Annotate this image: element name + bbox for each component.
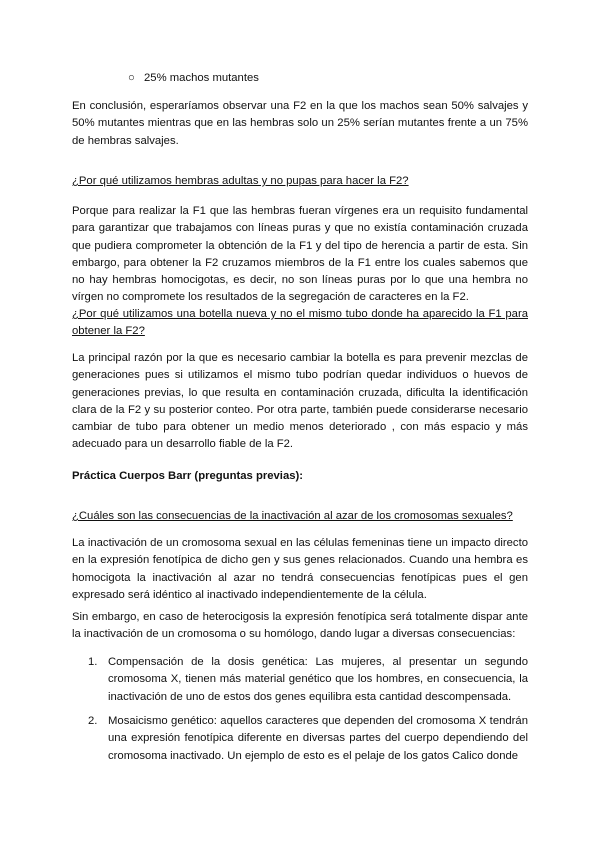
answer-heterozygosis: Sin embargo, en caso de heterocigosis la expresión fenotípica será totalmente dispar ante la inactivación de un cromosoma o su homólogo, dando lugar a diversas consecuencias:: [72, 611, 528, 641]
answer-adult-females: Porque para realizar la F1 que las hembras fueran vírgenes era un requisito fundamental para garantizar que trabajamos con líneas puras y que no existía contaminación cruzada que pudiera comprometer la obtención de la F1 y del tipo de herencia a partir de esta. Sin embargo, para obtener la F2 cruzamos miembros de la F1 entre los cuales sabemos que no hay hembras homocigotas, es decir, no son líneas puras por lo que una hembra no vírgen no compromete los resultados de la segregación de caracteres en la F2.: [72, 205, 528, 304]
answer-new-bottle: La principal razón por la que es necesario cambiar la botella es para prevenir mezclas de generaciones pues si utilizamos el mismo tubo podrían quedar individuos o huevos de generaciones previas, lo que resulta en contaminación cruzada, dificulta la identificación clara de la F2 y su posterior conteo. Por otra parte, también puede considerarse necesario cambiar de tubo para obtener un medio menos deteriorado , con más espacio y más adecuado para un desarrollo fiable de la F2.: [72, 352, 528, 451]
list-item-number: 1.: [88, 656, 98, 668]
question-inactivation: ¿Cuáles son las consecuencias de la inactivación al azar de los cromosomas sexuales?: [72, 510, 513, 522]
list-item: [72, 713, 528, 765]
answer-inactivation: La inactivación de un cromosoma sexual en las células femeninas tiene un impacto directo en la expresión fenotípica de dicho gen y sus genes relacionados. Cuando una hembra es homocigota la inactivación al azar no tendrá consecuencias fenotípicas pues el gen expresado será idéntico al inactivado independientemente de la célula.: [72, 537, 528, 601]
question-new-bottle: ¿Por qué utilizamos una botella nueva y no el mismo tubo donde ha aparecido la F1 para obtener la F2?: [72, 308, 528, 338]
section-heading: Práctica Cuerpos Barr (preguntas previas):: [72, 470, 304, 482]
list-item-text: Mosaicismo genético: aquellos caracteres que dependen del cromosoma X tendrán una expresión fenotípica diferente en diversas partes del cuerpo dependiendo del cromosoma inactivado. Un ejemplo de esto es el pelaje de los gatos Calico donde: [108, 715, 528, 762]
bullet-marker: ○: [128, 72, 135, 84]
paragraph-conclusion: En conclusión, esperaríamos observar una F2 en la que los machos sean 50% salvajes y 50% mutantes mientras que en las hembras solo un 25% serían mutantes frente a un 75% de hembras salvajes.: [72, 100, 528, 147]
question-adult-females: ¿Por qué utilizamos hembras adultas y no pupas para hacer la F2?: [72, 175, 409, 187]
bullet-item-text: 25% machos mutantes: [144, 72, 259, 84]
list-item-number: 2.: [88, 715, 98, 727]
list-item: [72, 654, 528, 706]
list-item-text: Compensación de la dosis genética: Las mujeres, al presentar un segundo cromosoma X, tienen más material genético que los hombres, en consecuencia, la inactivación de uno de estos dos genes equilibra esta cantidad descompensada.: [108, 656, 528, 703]
